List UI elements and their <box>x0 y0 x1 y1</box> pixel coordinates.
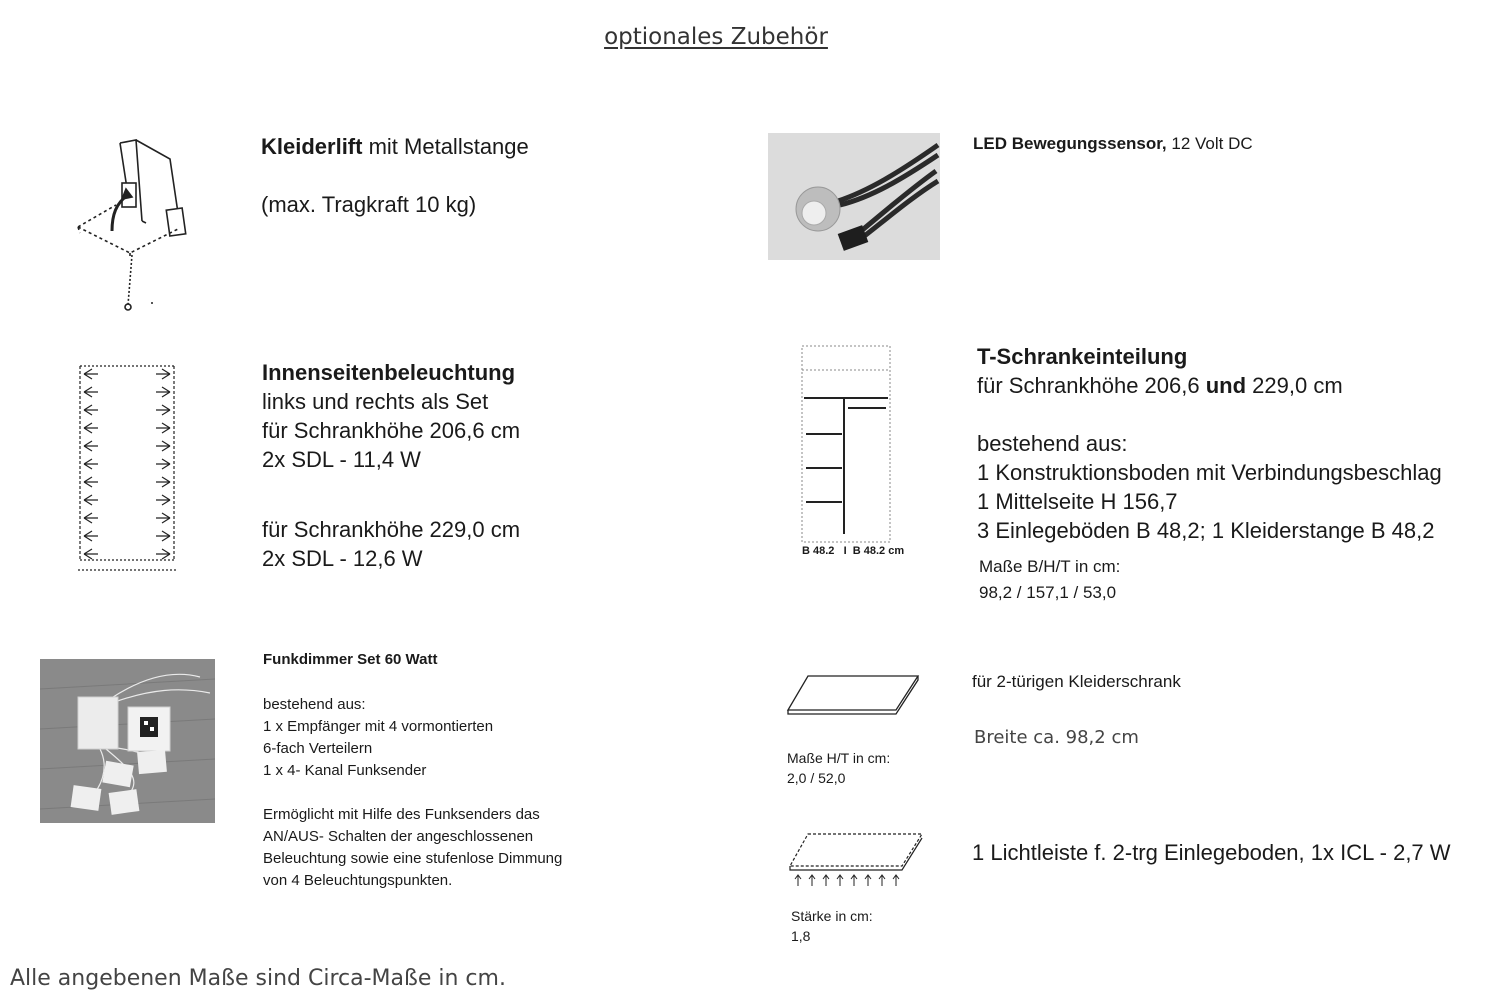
footer-note: Alle angebenen Maße sind Circa-Maße in cm. <box>10 966 506 991</box>
innenseiten-lines-b: für Schrankhöhe 229,0 cm 2x SDL - 12,6 W <box>262 517 521 571</box>
side-lighting-icon <box>72 360 182 578</box>
t-schrank-title: T-Schrankeinteilung <box>977 344 1188 369</box>
boden-breite: Breite ca. 98,2 cm <box>974 727 1139 748</box>
t-schrank-dims-value: 98,2 / 157,1 / 53,0 <box>979 583 1117 602</box>
innenseiten-lines-a: links und rechts als Set für Schrankhöhe 206,6 cm 2x SDL - 11,4 W <box>262 389 521 472</box>
funkdimmer-title: Funkdimmer Set 60 Watt <box>263 651 438 668</box>
motion-sensor-photo <box>768 133 940 260</box>
light-strip-shelf-icon <box>786 830 926 888</box>
wardrobe-division-icon <box>798 342 924 547</box>
radio-dimmer-photo <box>40 659 215 823</box>
t-schrank-lines: bestehend aus: 1 Konstruktionsboden mit Verbindungsbeschlag 1 Mittelseite H 156,7 3 Einlegeböden B 48,2; 1 Kleiderstange B 48,2 <box>977 431 1442 543</box>
kleiderlift-title: Kleiderlift mit Metallstange <box>261 134 529 159</box>
innenseiten-title: Innenseitenbeleuchtung <box>262 360 516 385</box>
boden-title: für 2-türigen Kleiderschrank <box>972 672 1181 691</box>
boden-dims-label: Maße H/T in cm: <box>787 750 891 766</box>
clothes-lift-icon <box>70 135 200 315</box>
t-schrank-line1: für Schrankhöhe 206,6 und 229,0 cm <box>977 373 1343 398</box>
lichtleiste-dims-label: Stärke in cm: <box>791 908 873 924</box>
page-title: optionales Zubehör <box>604 24 828 50</box>
funkdimmer-lines-b: Ermöglicht mit Hilfe des Funksenders das AN/AUS- Schalten der angeschlossenen Beleuchtung sowie eine stufenlose Dimmung von 4 Beleuchtungspunkten. <box>263 806 563 889</box>
kleiderlift-detail: (max. Tragkraft 10 kg) <box>261 192 477 217</box>
lichtleiste-dims-value: 1,8 <box>791 928 811 944</box>
t-schrank-dims-label: Maße B/H/T in cm: <box>979 557 1121 576</box>
led-sensor-title: LED Bewegungssensor, 12 Volt DC <box>973 134 1253 153</box>
boden-dims-value: 2,0 / 52,0 <box>787 770 846 786</box>
shelf-board-icon <box>784 672 924 718</box>
funkdimmer-lines-a: bestehend aus: 1 x Empfänger mit 4 vormontierten 6-fach Verteilern 1 x 4- Kanal Funksender <box>263 696 494 779</box>
lichtleiste-title: 1 Lichtleiste f. 2-trg Einlegeboden, 1x ICL - 2,7 W <box>972 840 1451 865</box>
wardrobe-diagram-label: B 48.2 I B 48.2 cm <box>802 545 905 557</box>
